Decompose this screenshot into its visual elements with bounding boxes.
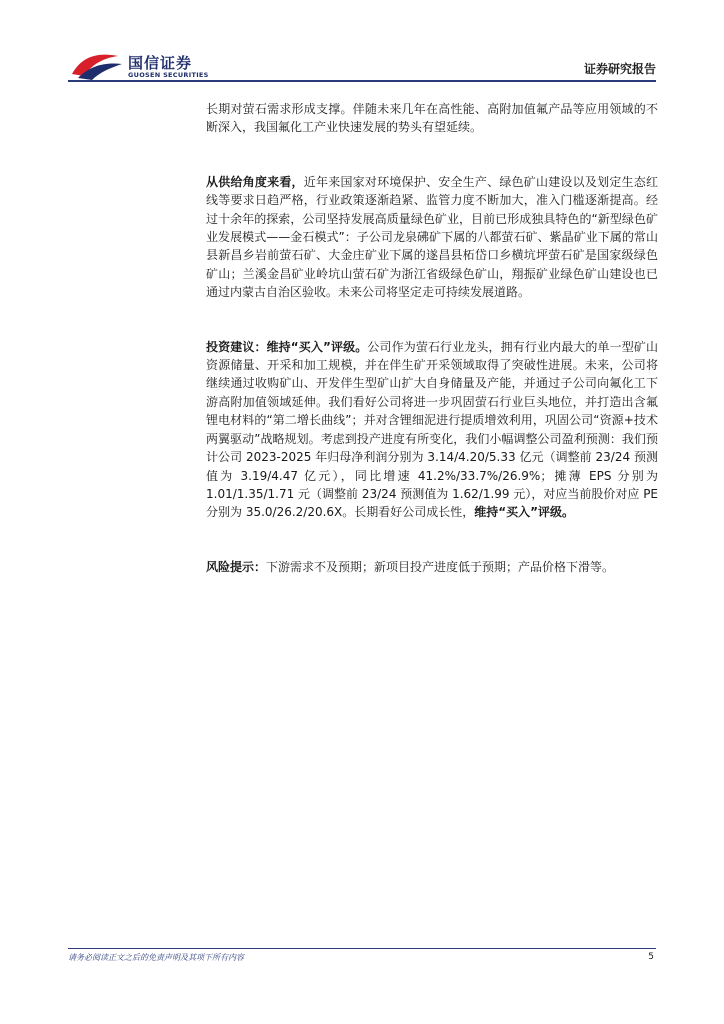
page-number: 5 xyxy=(648,952,654,962)
header-divider xyxy=(68,80,656,82)
footer-divider xyxy=(68,948,656,949)
investment-advice-rating: 维持“买入”评级。 xyxy=(474,505,575,520)
risk-lead: 风险提示： xyxy=(206,559,267,574)
report-type-label: 证券研究报告 xyxy=(583,62,656,76)
guosen-logo-mark-icon xyxy=(70,50,126,80)
logo-chinese-name: 国信证券 xyxy=(128,54,193,72)
investment-advice-lead: 投资建议：维持“买入”评级。 xyxy=(206,339,368,354)
paragraph-supply-body: 近年来国家对环境保护、安全生产、绿色矿山建设以及划定生态红线等要求日趋严格，行业政策逐渐趋紧、监管力度不断加大，准入门槛逐渐提高。经过十余年的探索，公司坚持发展高质量绿色矿业，目前已形成独具特色的“新型绿色矿业发展模式——金石模式”：子公司龙泉砩矿下属的八都萤石矿、紫晶矿业下属的常山县新昌乡岩前萤石矿、大金庄矿业下属的遂昌县柘岱口乡横坑坪萤石矿是国家级绿色矿山；兰溪金昌矿业岭坑山萤石矿为浙江省级绿色矿山，翔振矿业绿色矿山建设也已通过内蒙古自治区验收。未来公司将坚定走可持续发展道路。 xyxy=(206,174,658,300)
paragraph-investment-advice xyxy=(206,338,658,522)
report-body xyxy=(206,100,658,592)
paragraph-demand: 长期对萤石需求形成支撑。伴随未来几年在高性能、高附加值氟产品等应用领域的不断深入，我国氟化工产业快速发展的势头有望延续。 xyxy=(206,102,658,135)
page-header xyxy=(0,0,724,82)
footer-disclaimer: 请务必阅读正文之后的免责声明及其项下所有内容 xyxy=(68,953,244,962)
risk-body: 下游需求不及预期；新项目投产进度低于预期；产品价格下滑等。 xyxy=(266,559,615,574)
paragraph-supply-lead: 从供给角度来看， xyxy=(206,174,304,189)
paragraph-risk xyxy=(206,558,658,576)
logo-english-name: GUOSEN SECURITIES xyxy=(128,71,209,79)
investment-advice-body: 公司作为萤石行业龙头，拥有行业内最大的单一型矿山资源储量、开采和加工规模，并在伴生矿开采领域取得了突破性进展。未来，公司将继续通过收购矿山、开发伴生型矿山扩大自身储量及产能，并通过子公司向氟化工下游高附加值领域延伸。我们看好公司将进一步巩固萤石行业巨头地位，并打造出含氟锂电材料的“第二增长曲线”；并对含锂细泥进行提质增效利用，巩固公司“资源+技术两翼驱动”战略规划。考虑到投产进度有所变化，我们小幅调整公司盈利预测：我们预计公司 2023-2025 年归母净利润分别为 3.14/4.20/5.33 亿元（调整前 23/24 预测值为 3.19/4.47 亿元），同比增速 41.2%/33.7%/26.9%；摊薄 EPS 分别为 1.01/1.35/1.71 元（调整前 23/24 预测值为 1.62/1.99 元），对应当前股价对应 PE 分别为 35.0/26.2/20.6X。长期看好公司成长性， xyxy=(206,339,659,520)
guosen-logo xyxy=(70,50,210,84)
paragraph-supply xyxy=(206,173,658,302)
